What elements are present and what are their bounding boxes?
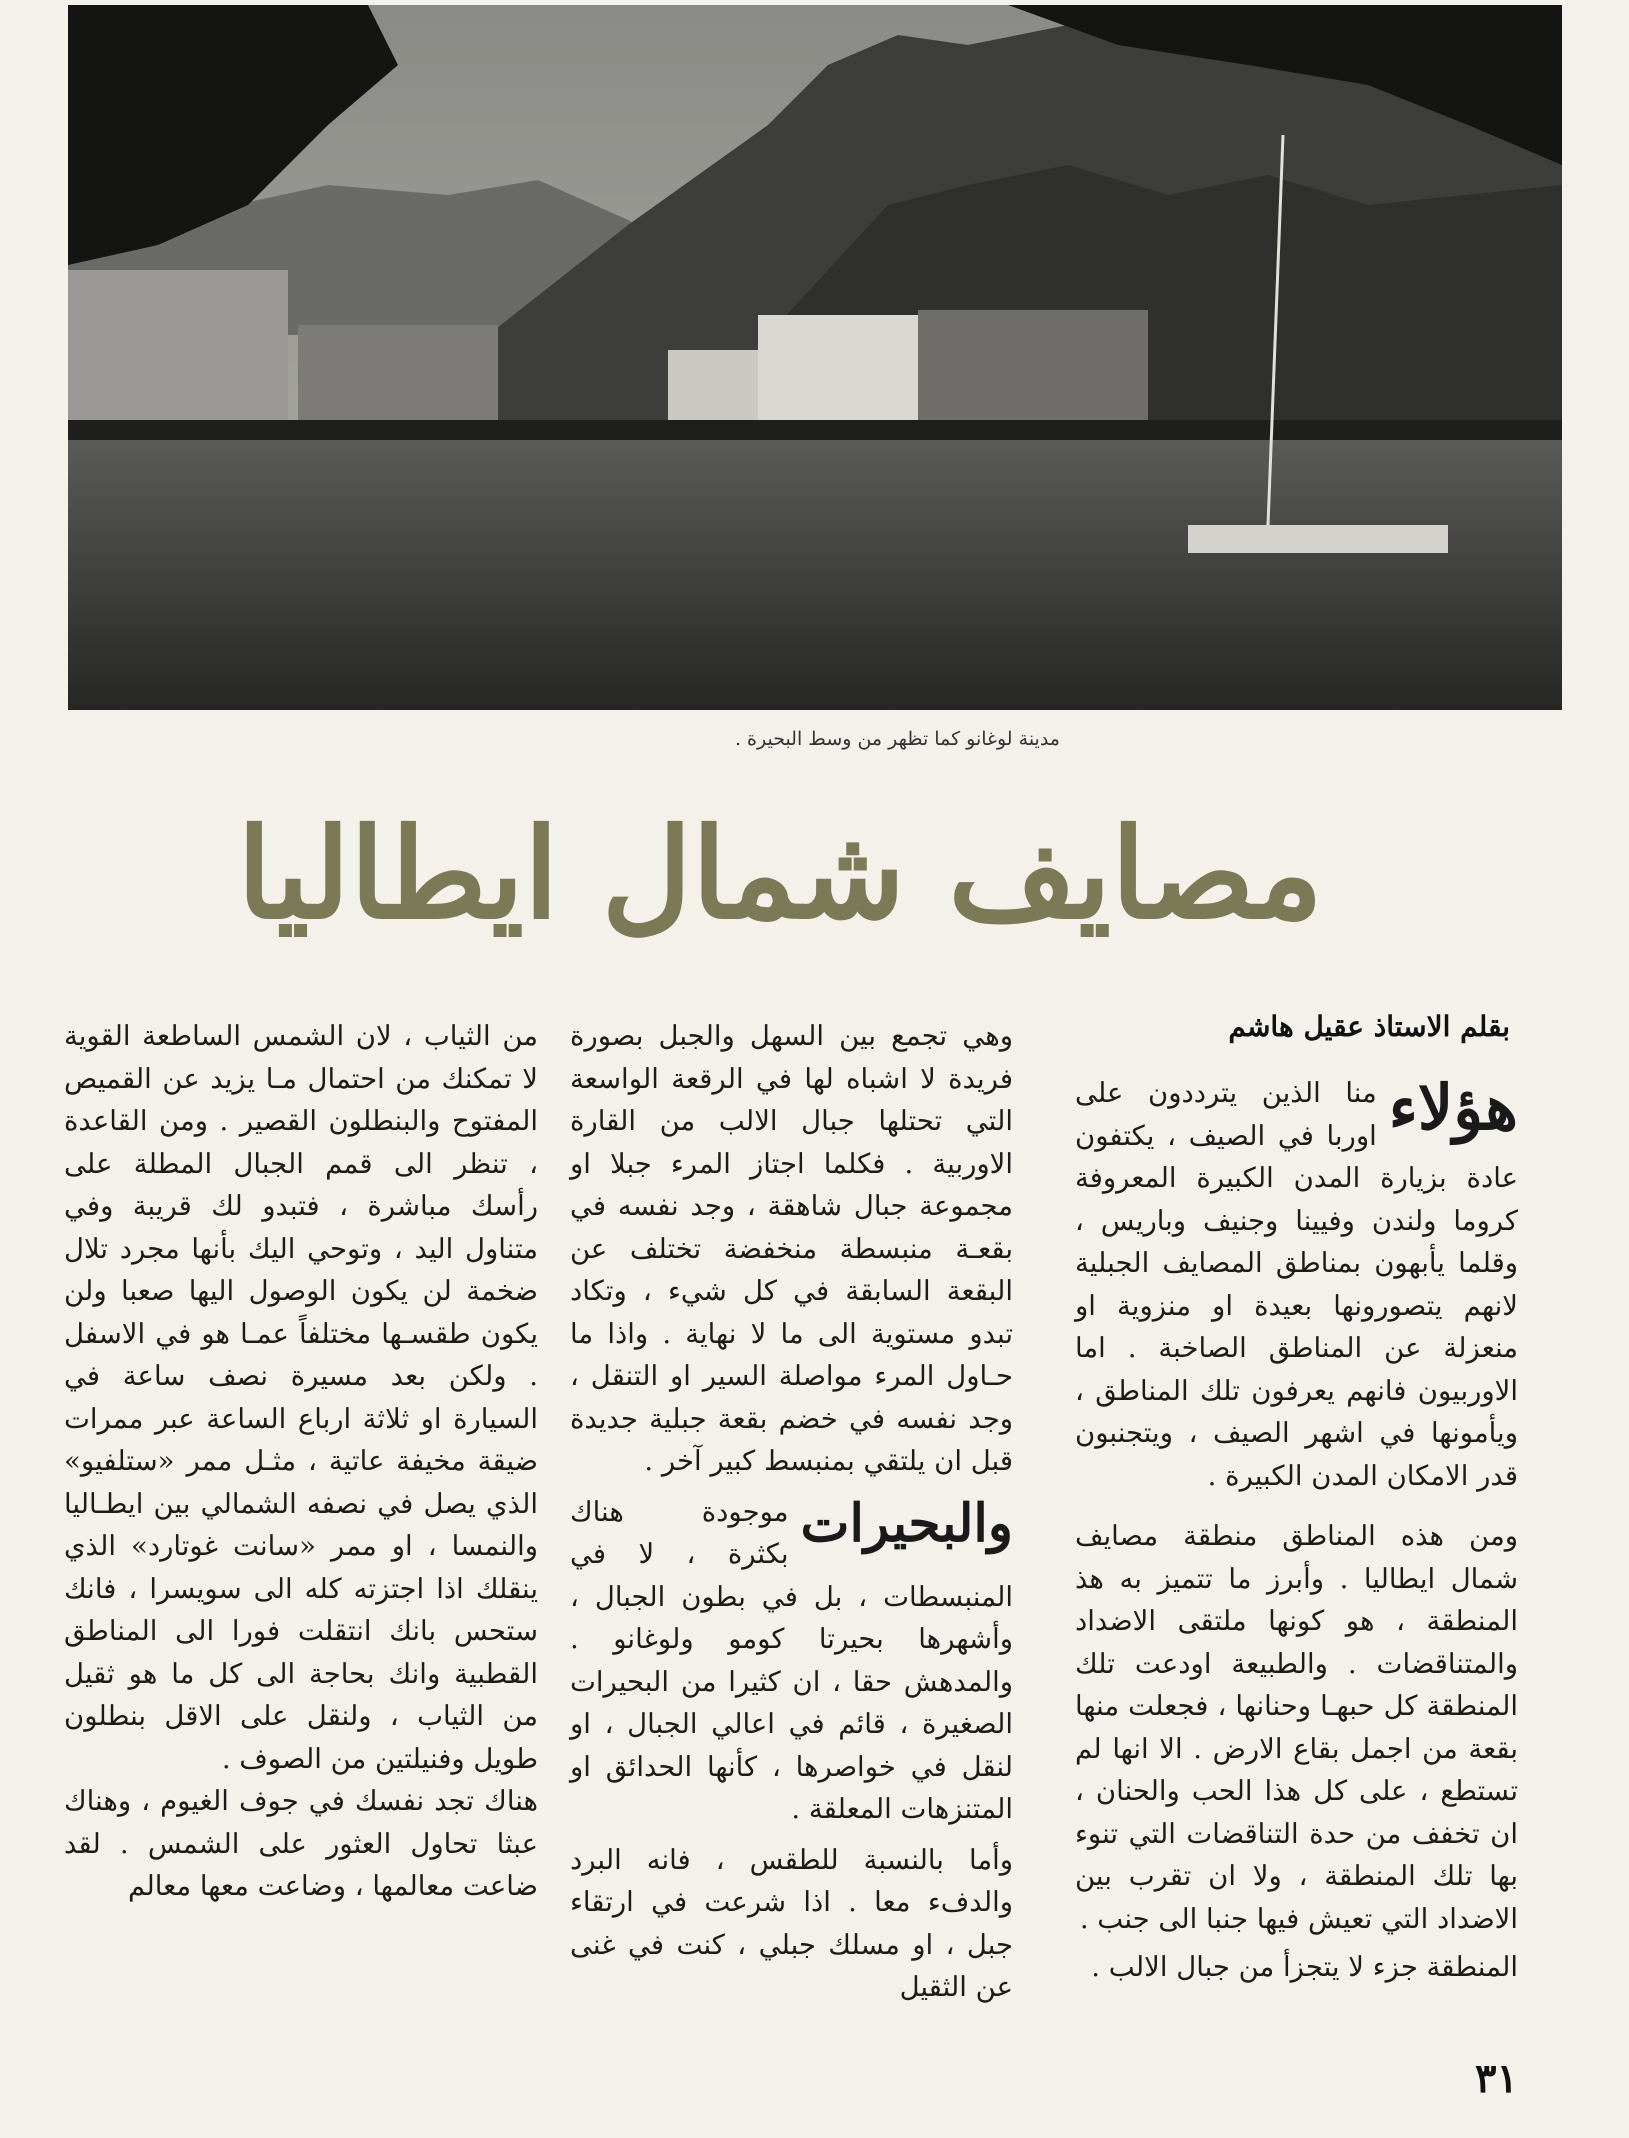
- photo-caption: مدينة لوغانو كما تظهر من وسط البحيرة .: [734, 728, 1060, 750]
- article-headline: مصايف شمال ايطاليا: [237, 802, 1323, 947]
- paragraph-text: موجودة هناك بكثرة ، لا في المنبسطات ، بل في بطون الجبال ، وأشهرها بحيرتا كومو ولوغانو . والمدهش حقا ، ان كثيرا من البحيرات الصغيرة ، قائم في اعالي الجبال ، او لنقل في خواصرها ، كأنها الحدائق او المتنزهات المعلقة .: [570, 1495, 1013, 1825]
- paragraph: المنطقة جزء لا يتجزأ من جبال الالب .: [1091, 1951, 1518, 1983]
- photo-illustration: [68, 5, 1562, 710]
- dropcap: هؤلاء: [1388, 1071, 1518, 1144]
- page-number: ٣١: [1475, 2055, 1518, 2102]
- lake-town-photo: [68, 5, 1562, 710]
- paragraph: من الثياب ، لان الشمس الساطعة القوية لا تمكنك من احتمال مـا يزيد عن القميص المفتوح والبنطلون القصير . ومن القاعدة ، تنظر الى قمم الجبال المطلة على رأسك مباشرة ، فتبدو لك قريبة وفي متناول اليد ، وتوحي اليك بأنها مجرد تلال ضخمة لن يكون الوصول اليها صعبا ولن يكون طقسـها مختلفاً عمـا هو في الاسفل . ولكن بعد مسيرة نصف ساعة في السيارة او ثلاثة ارباع الساعة عبر ممرات ضيقة مخيفة عاتية ، مثـل ممر «ستلفيو» الذي يصل في نصفه الشمالي بين ايطـاليا والنمسا ، او ممر «سانت غوتارد» الذي ينقلك اذا اجتزته كله الى سويسرا ، فانك ستحس بانك انتقلت فورا الى المناطق القطبية وانك بحاجة الى كل ما هو ثقيل من الثياب ، ولنقل على الاقل بنطلون طويل وفنيلتين من الصوف .: [64, 1020, 538, 1775]
- paragraph: [570, 1491, 1013, 1831]
- article-column-right: [1075, 1072, 1518, 2082]
- article-column-middle: [570, 1015, 1013, 2025]
- dropcap: والبحيرات: [800, 1492, 1013, 1554]
- paragraph-text: منا الذين يترددون على اوربا في الصيف ، يكتفون عادة بزيارة المدن الكبيرة المعروفة كروما ولندن وفيينا وجنيف وباريس ، وقلما يأبهون بمناطق المصايف الجبلية لانهم يتصورونها بعيدة او منزوية او منعزلة عن المناطق الصاخبة . اما الاوربيون فانهم يعرفون تلك المناطق ، ويأمونها في اشهر الصيف ، ويتجنبون قدر الامكان المدن الكبيرة .: [1075, 1077, 1518, 1492]
- article-column-left: [64, 1015, 538, 2025]
- paragraph: ومن هذه المناطق منطقة مصايف شمال ايطاليا . وأبرز ما تتميز به هذ المنطقة ، هو كونها ملتقى الاضداد والمتناقضات . والطبيعة اودعت تلك المنطقة كل حبهـا وحنانها ، فجعلت منها بقعة من اجمل بقاع الارض . الا انها لم تستطع ، على كل هذا الحب والحنان ، ان تخفف من حدة التناقضات التي تنوء بها تلك المنطقة ، ولا ان تقرب بين الاضداد التي تعيش فيها جنبا الى جنب .: [1075, 1520, 1518, 1935]
- paragraph: وهي تجمع بين السهل والجبل بصورة فريدة لا اشباه لها في الرقعة الواسعة التي تحتلها جبال الالب من القارة الاوربية . فكلما اجتاز المرء جبلا او مجموعة جبال شاهقة ، وجد نفسه في بقعـة منبسطة منخفضة تختلف عن البقعة السابقة في كل شيء ، وتكاد تبدو مستوية الى ما لا نهاية . واذا ما حـاول المرء مواصلة السير او التنقل ، وجد نفسه في خضم بقعة جبلية جديدة قبل ان يلتقي بمنبسط كبير آخر .: [570, 1020, 1013, 1477]
- paragraph: وأما بالنسبة للطقس ، فانه البرد والدفء معا . اذا شرعت في ارتقاء جبل ، او مسلك جبلي ، كنت في غنى عن الثقيل: [570, 1843, 1013, 2003]
- paragraph: هناك تجد نفسك في جوف الغيوم ، وهناك عبثا تحاول العثور على الشمس . لقد ضاعت معالمها ، وضاعت معها معالم: [64, 1785, 538, 1902]
- paragraph: [1075, 1072, 1518, 1497]
- author-byline: بقلم الاستاذ عقيل هاشم: [1228, 1010, 1510, 1043]
